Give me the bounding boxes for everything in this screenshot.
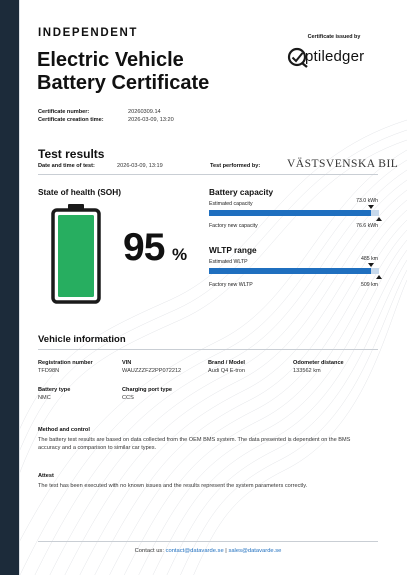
brand-model-value: Audi Q4 E-tron [208, 368, 245, 374]
certificate-number-value: 20260309.14 [128, 109, 161, 115]
page-title [37, 49, 209, 95]
header-kicker: INDEPENDENT [38, 27, 139, 39]
test-date-label: Date and time of test: [38, 163, 95, 169]
contact-email-link[interactable]: contact@datavarde.se [165, 548, 224, 554]
estimated-capacity-value: 73.0 kWh [356, 198, 378, 204]
vehicle-info-divider [38, 349, 378, 350]
test-performed-label: Test performed by: [210, 163, 261, 169]
estimated-wltp-value: 485 km [360, 256, 378, 262]
wltp-bar-track [209, 268, 379, 274]
certificate-creation-value: 2026-03-09, 13:20 [128, 117, 174, 123]
sales-email-link[interactable]: sales@datavarde.se [228, 548, 282, 554]
estimated-capacity-label: Estimated capacity [209, 201, 253, 207]
capacity-bar-track [209, 210, 379, 216]
left-stripe [0, 0, 19, 575]
page-title-line2: Battery Certificate [37, 72, 210, 94]
battery-fill-level [58, 215, 94, 297]
footer-divider [38, 541, 378, 542]
brand-model-label: Brand / Model [208, 360, 245, 366]
issuer-logo-text: ptiledger [305, 48, 365, 65]
attest-heading: Attest [38, 473, 54, 479]
soh-unit: % [172, 245, 188, 264]
soh-title: State of health (SOH) [38, 187, 121, 197]
factory-wltp-marker [376, 275, 382, 279]
certificate-number-label: Certificate number: [38, 109, 90, 115]
test-date-value: 2026-03-09, 13:19 [117, 163, 163, 169]
estimated-wltp-label: Estimated WLTP [209, 259, 248, 265]
charging-port-value: CCS [122, 395, 134, 401]
test-results-divider [38, 174, 378, 175]
capacity-bar-fill [209, 210, 371, 216]
factory-capacity-marker [376, 217, 382, 221]
battery-icon [50, 203, 102, 304]
vin-label: VIN [122, 360, 132, 366]
certificate-creation-label: Certificate creation time: [38, 117, 104, 123]
attest-text: The test has been executed with no known issues and the results represent the system parameters correctly. [38, 483, 308, 489]
battery-type-value: NMC [38, 395, 51, 401]
method-text: The battery test results are based on data collected from the OEM BMS system. The data presented is dependent on the BMS accuracy and a comparison to similar car types. [38, 437, 351, 451]
performer-logo-text: VÄSTSVENSKA BIL [287, 158, 399, 170]
test-results-heading: Test results [38, 147, 105, 161]
issuer-logo [287, 46, 383, 70]
registration-label: Registration number [38, 360, 93, 366]
factory-wltp-label: Factory new WLTP [209, 282, 253, 288]
vin-value: WAUZZZFZ2PP072212 [122, 368, 182, 374]
battery-type-label: Battery type [38, 387, 71, 393]
factory-capacity-label: Factory new capacity [209, 223, 258, 229]
vehicle-info-heading: Vehicle information [38, 334, 126, 345]
contact-label: Contact us: [134, 548, 164, 554]
estimated-capacity-marker [368, 205, 374, 209]
footer-contact [38, 548, 378, 554]
odometer-value: 133562 km [293, 368, 321, 374]
factory-capacity-value: 76.6 kWh [356, 223, 378, 229]
wltp-bar-fill [209, 268, 371, 274]
wltp-title: WLTP range [209, 245, 257, 255]
estimated-wltp-marker [368, 263, 374, 267]
charging-port-label: Charging port type [122, 387, 173, 393]
battery-capacity-title: Battery capacity [209, 187, 274, 197]
issuer-label: Certificate issued by [307, 34, 361, 40]
factory-wltp-value: 509 km [360, 282, 378, 288]
odometer-label: Odometer distance [293, 360, 344, 366]
soh-value: 95 [123, 226, 165, 269]
registration-value: TFD98N [38, 368, 60, 374]
contact-separator: | [225, 548, 227, 554]
page-title-line1: Electric Vehicle [37, 49, 184, 71]
method-heading: Method and control [38, 427, 90, 433]
